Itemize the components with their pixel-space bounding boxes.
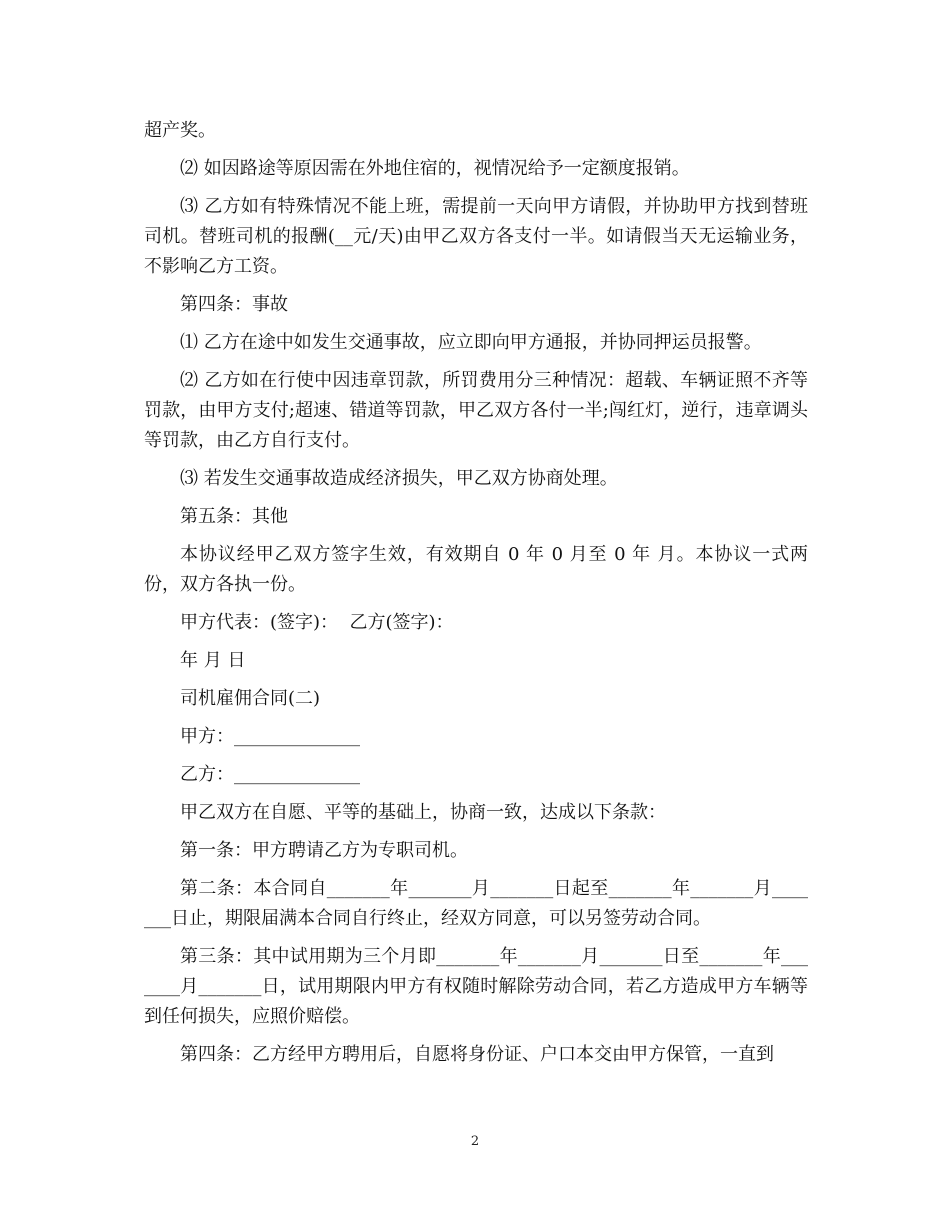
paragraph-18: 第三条：其中试用期为三个月即_______年_______月_______日至_______年_______月_______日，试用期限内甲方有权随时解除劳动合同，若乙方造成甲方车辆等到任何损失，应照价赔偿。 (144, 946, 808, 1027)
party-b-line: 乙方：______________ (180, 764, 360, 785)
paragraph-19: 第四条：乙方经甲方聘用后，自愿将身份证、户口本交由甲方保管，一直到 (180, 1044, 774, 1065)
paragraph-1: 超产奖。 (144, 120, 216, 141)
contract-title: 司机雇佣合同(二) (180, 688, 321, 709)
paragraph-2: ⑵ 如因路途等原因需在外地住宿的，视情况给予一定额度报销。 (180, 158, 690, 179)
signature-line: 甲方代表：(签字)： 乙方(签字)： (180, 612, 454, 633)
document-body (144, 116, 808, 1078)
paragraph-16: 第一条：甲方聘请乙方为专职司机。 (180, 840, 468, 861)
date-line: 年 月 日 (180, 650, 246, 671)
paragraph-6: ⑵ 乙方如在行使中因违章罚款，所罚费用分三种情况：超载、车辆证照不齐等罚款，由甲方支付;超速、错道等罚款，甲乙双方各付一半;闯红灯，逆行，违章调头等罚款，由乙方自行支付。 (144, 370, 808, 451)
paragraph-9: 本协议经甲乙双方签字生效，有效期自 0 年 0 月至 0 年 月。本协议一式两份，双方各执一份。 (144, 544, 808, 595)
paragraph-3: ⑶ 乙方如有特殊情况不能上班，需提前一天向甲方请假，并协助甲方找到替班司机。替班司机的报酬(__元/天)由甲乙双方各支付一半。如请假当天无运输业务，不影响乙方工资。 (144, 196, 808, 277)
paragraph-5: ⑴ 乙方在途中如发生交通事故，应立即向甲方通报，并协同押运员报警。 (180, 332, 762, 353)
paragraph-15: 甲乙双方在自愿、平等的基础上，协商一致，达成以下条款： (180, 802, 666, 823)
page-number: 2 (470, 1134, 480, 1149)
paragraph-7: ⑶ 若发生交通事故造成经济损失，甲乙双方协商处理。 (180, 468, 618, 489)
paragraph-17: 第二条：本合同自_______年_______月_______日起至_______年_______月_______日止，期限届满本合同自行终止，经双方同意，可以另签劳动合同。 (144, 878, 808, 929)
section-heading-article-4: 第四条：事故 (180, 294, 288, 315)
party-a-line: 甲方：______________ (180, 726, 360, 747)
section-heading-article-5: 第五条：其他 (180, 506, 288, 527)
